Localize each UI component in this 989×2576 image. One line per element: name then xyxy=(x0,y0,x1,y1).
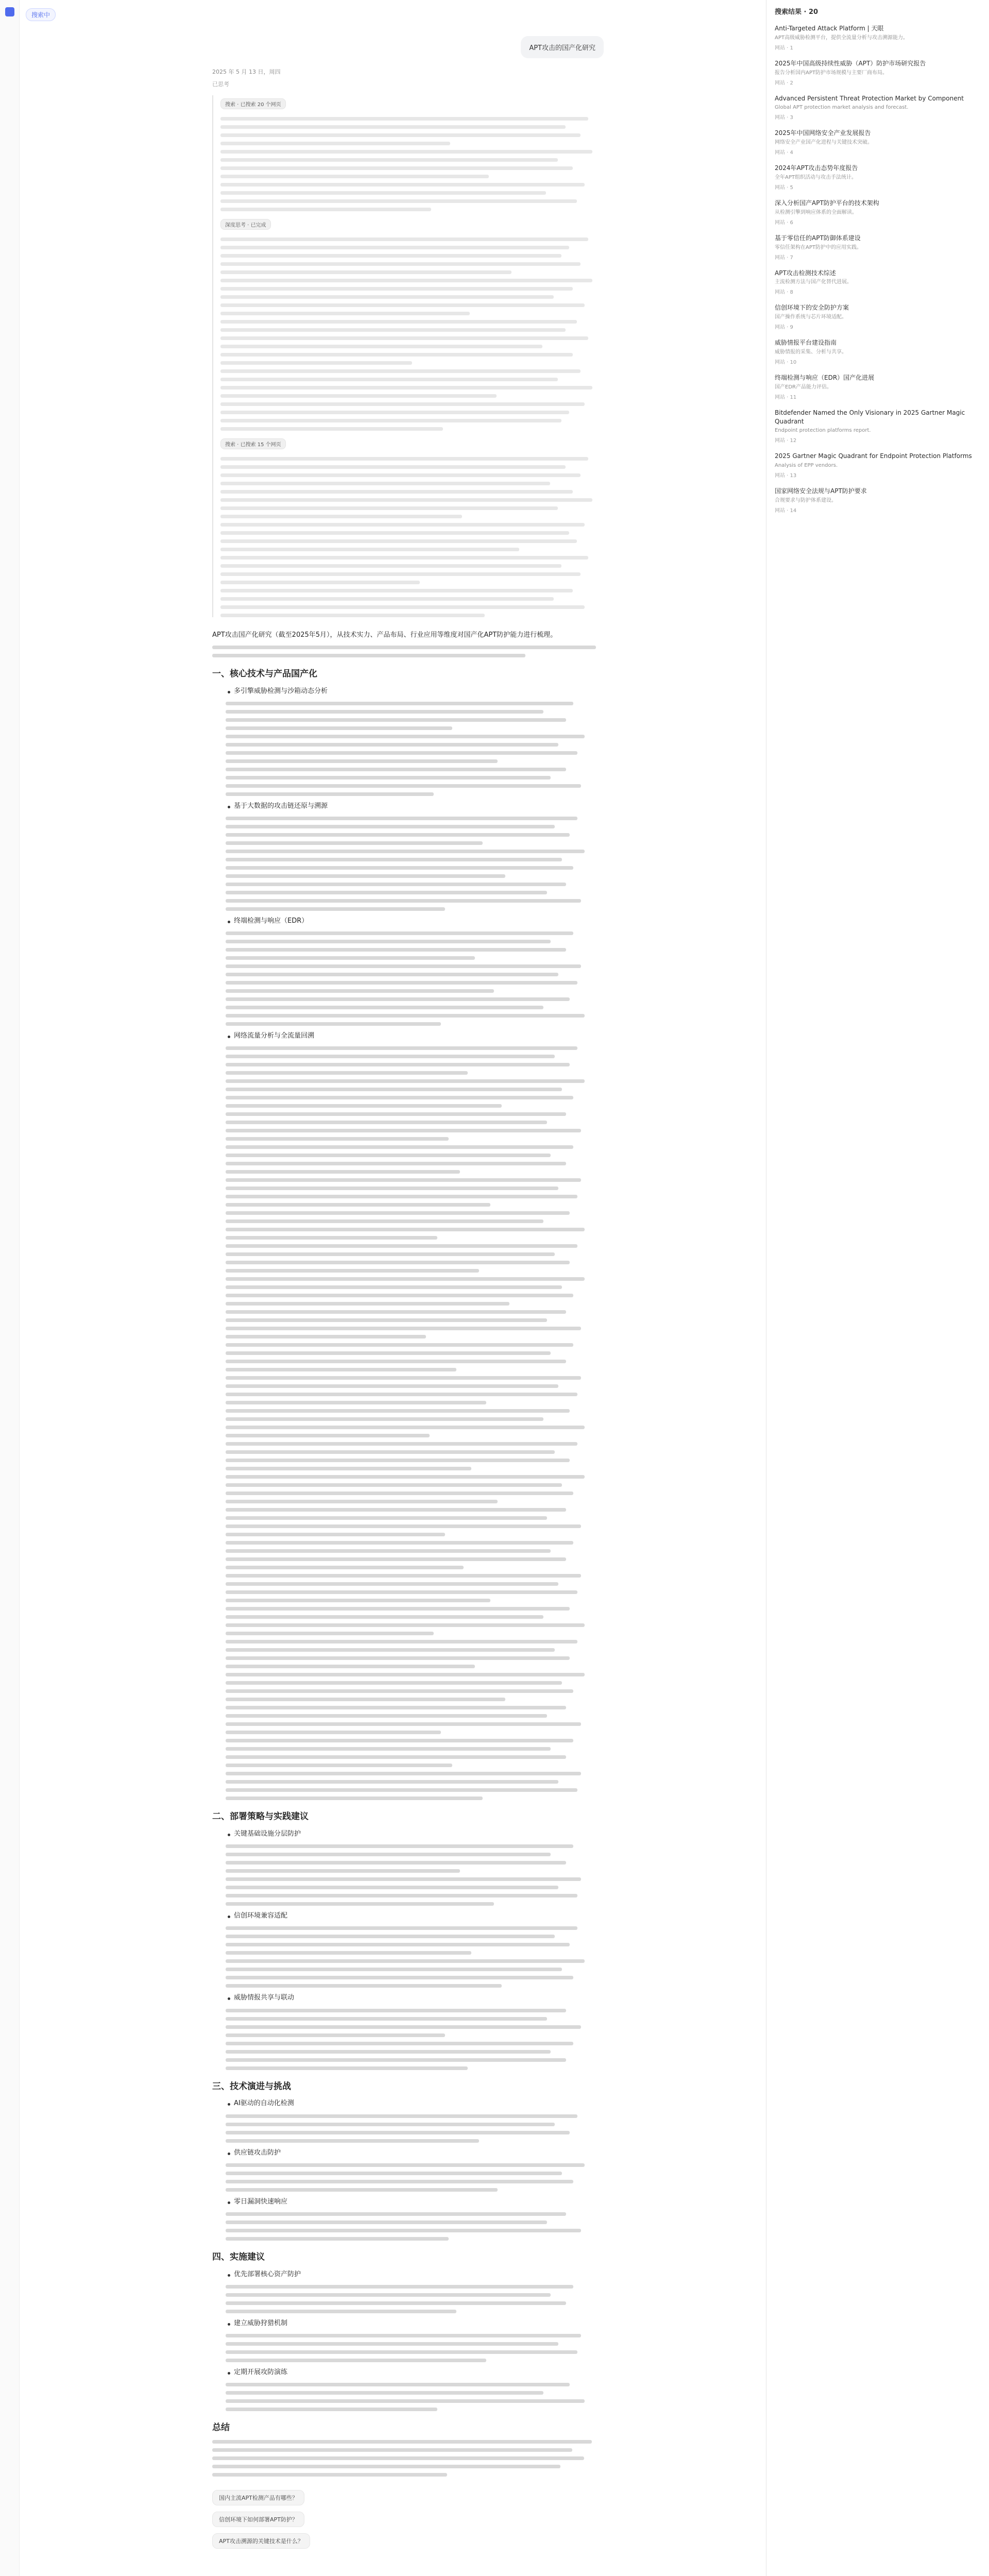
list-item: 终端检测与响应（EDR） xyxy=(226,916,604,927)
conversation xyxy=(212,36,604,2552)
list-item: 关键基础设施分层防护 xyxy=(226,1828,604,1840)
suggestions xyxy=(212,2487,604,2552)
result-card[interactable]: Advanced Persistent Threat Protection Market by Component Global APT protection market analysis and forecast. 网站 · 3 xyxy=(775,94,964,121)
list-item: 供应链攻击防护 xyxy=(226,2147,604,2159)
panel-title: 搜索结果 · 20 xyxy=(775,8,819,16)
section-heading: 一、核心技术与产品国产化 xyxy=(212,669,317,680)
suggestion-chip[interactable]: 国内主流APT检测产品有哪些？ xyxy=(212,2490,304,2505)
result-card[interactable]: 2025年中国高级持续性威胁（APT）防护市场研究报告 报告分析国内APT防护市场规模与主要厂商布局。 网站 · 2 xyxy=(775,59,926,86)
list-item: 优先部署核心资产防护 xyxy=(226,2269,604,2280)
thinking-status[interactable]: 已思考 xyxy=(212,81,229,88)
section-heading: 四、实施建议 xyxy=(212,2251,265,2262)
search-results-panel xyxy=(766,0,989,2576)
suggestion-chip[interactable]: APT攻击溯源的关键技术是什么？ xyxy=(212,2533,310,2549)
status-tag: 搜索中 xyxy=(26,8,56,21)
section-heading: 三、技术演进与挑战 xyxy=(212,2081,291,2092)
list-item: AI驱动的自动化检测 xyxy=(226,2098,604,2109)
list-item: 定期开展攻防演练 xyxy=(226,2367,604,2378)
result-card[interactable]: 2024年APT攻击态势年度报告 全年APT组织活动与攻击手法统计。 网站 · 5 xyxy=(775,164,858,191)
answer-intro: APT攻击国产化研究（截至2025年5月），从技术实力、产品布局、行业应用等维度对国产化APT防护能力进行梳理。 xyxy=(212,631,557,639)
result-card[interactable]: Bitdefender Named the Only Visionary in 2025 Gartner Magic Quadrant Endpoint protection platforms report. 网站 · 12 xyxy=(775,409,965,444)
chat-column xyxy=(20,0,766,2576)
think-tag[interactable]: 搜索 · 已搜索 15 个网页 xyxy=(220,438,286,449)
left-rail xyxy=(0,0,20,2576)
result-card[interactable]: 深入分析国产APT防护平台的技术架构 从检测引擎到响应体系的全面解读。 网站 · 6 xyxy=(775,199,879,226)
think-tag[interactable]: 搜索 · 已搜索 20 个网页 xyxy=(220,98,286,109)
result-card[interactable]: 国家网络安全法规与APT防护要求 合规要求与防护体系建设。 网站 · 14 xyxy=(775,487,867,514)
think-tag[interactable]: 深度思考 · 已完成 xyxy=(220,219,271,230)
result-card[interactable]: Anti-Targeted Attack Platform | 天眼 APT高级威胁检测平台，提供全流量分析与攻击溯源能力。 网站 · 1 xyxy=(775,25,908,51)
result-card[interactable]: 2025年中国网络安全产业发展报告 网络安全产业国产化进程与关键技术突破。 网站 · 4 xyxy=(775,129,873,156)
list-item: 建立威胁狩猎机制 xyxy=(226,2318,604,2329)
list-item: 零日漏洞快速响应 xyxy=(226,2196,604,2208)
app-logo-icon[interactable] xyxy=(5,7,14,16)
list-item: 多引擎威胁检测与沙箱动态分析 xyxy=(226,686,604,697)
list-item: 基于大数据的攻击链还原与溯源 xyxy=(226,801,604,812)
answer-body xyxy=(212,630,604,2477)
user-message: APT攻击的国产化研究 xyxy=(521,36,604,58)
section-heading: 二、部署策略与实践建议 xyxy=(212,1811,309,1822)
result-card[interactable]: 2025 Gartner Magic Quadrant for Endpoint Protection Platforms Analysis of EPP vendors. 网站 · 13 xyxy=(775,452,972,479)
result-card[interactable]: 基于零信任的APT防御体系建设 零信任架构在APT防护中的应用实践。 网站 · 7 xyxy=(775,234,862,261)
date-label: 2025 年 5 月 13 日，周四 xyxy=(212,69,281,75)
result-card[interactable]: 信创环境下的安全防护方案 国产操作系统与芯片环境适配。 网站 · 9 xyxy=(775,304,849,331)
top-bar xyxy=(20,0,766,29)
result-card[interactable]: 威胁情报平台建设指南 威胁情报的采集、分析与共享。 网站 · 10 xyxy=(775,339,847,365)
list-item: 信创环境兼容适配 xyxy=(226,1910,604,1922)
section-heading: 总结 xyxy=(212,2422,230,2433)
list-item: 威胁情报共享与联动 xyxy=(226,1992,604,2004)
result-card[interactable]: APT攻击检测技术综述 主流检测方法与国产化替代进展。 网站 · 8 xyxy=(775,269,852,296)
list-item: 网络流量分析与全流量回溯 xyxy=(226,1030,604,1042)
result-card[interactable]: 终端检测与响应（EDR）国产化进展 国产EDR产品能力评估。 网站 · 11 xyxy=(775,374,875,400)
reasoning-block xyxy=(212,95,604,617)
suggestion-chip[interactable]: 信创环境下如何部署APT防护？ xyxy=(212,2512,304,2527)
